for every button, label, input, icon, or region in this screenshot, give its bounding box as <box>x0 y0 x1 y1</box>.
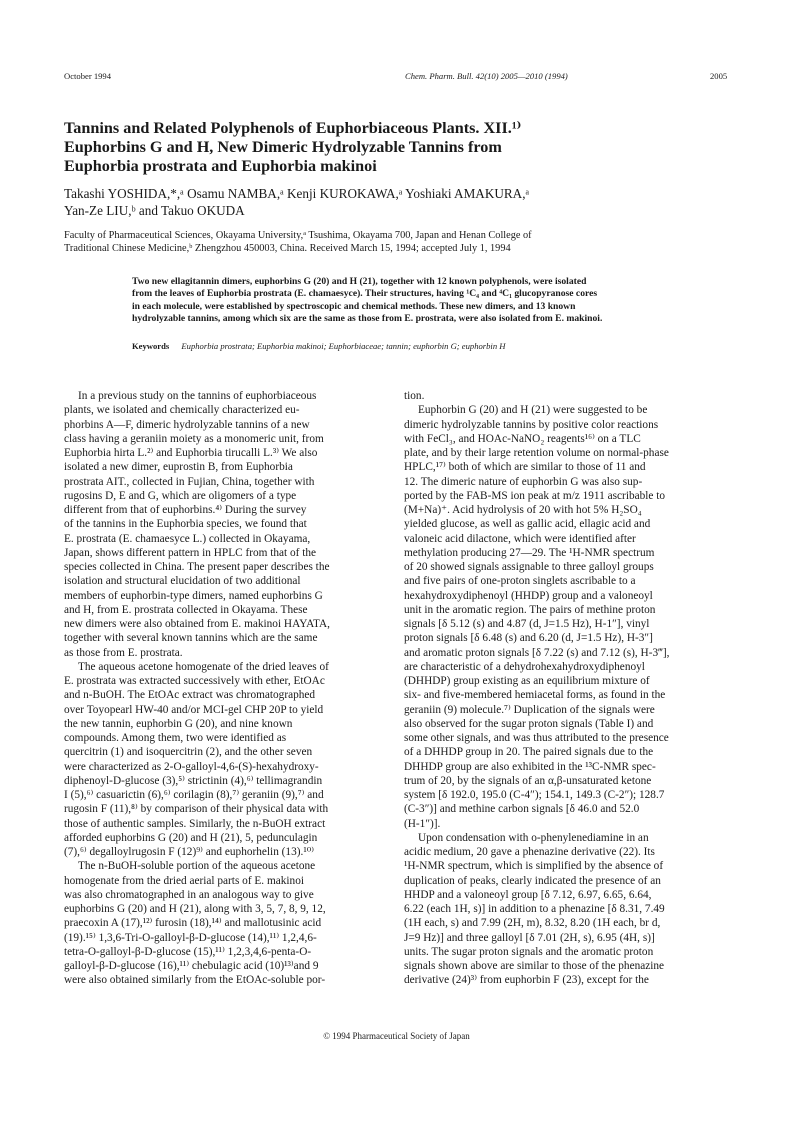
text-line: acidic medium, 20 gave a phenazine derivative (22). Its <box>404 846 655 858</box>
keywords <box>132 341 505 351</box>
text-line: isolated a new dimer, euprostin B, from Euphorbia <box>64 461 293 474</box>
text-line: new dimers were also obtained from E. makinoi HAYATA, <box>64 618 330 630</box>
text-line: signals shown above are similar to those of the phenazine <box>404 960 665 972</box>
text-line: In a previous study on the tannins of euphorbiaceous <box>78 390 317 402</box>
text-line: isolation and structural elucidation of two additional <box>64 575 301 588</box>
text-line: (1H each, s) and 7.99 (2H, m), 8.32, 8.20 (1H each, br d, <box>404 917 661 930</box>
text-line: from the leaves of Euphorbia prostrata (E. chamaesyce). Their structures, having ¹C₄ and ⁴C₁ glucopyranose cores <box>132 288 598 300</box>
text-line: The aqueous acetone homogenate of the dried leaves of <box>78 660 329 673</box>
text-line: Two new ellagitannin dimers, euphorbins G (20) and H (21), together with 12 known polyphenols, were isolated <box>132 276 587 287</box>
text-line: diphenoyl-D-glucose (3),⁵⁾ strictinin (4),⁶⁾ tellimagrandin <box>64 774 323 787</box>
text-line: (DHHDP) group existing as an equilibrium mixture of <box>404 675 650 687</box>
text-line: units. The sugar proton signals and the aromatic proton <box>404 945 654 958</box>
text-line: euphorbins G (20) and H (21), along with 3, 5, 7, 8, 9, 12, <box>64 903 326 915</box>
abstract <box>132 276 732 326</box>
text-line: system [δ 192.0, 195.0 (C-4″); 154.1, 149.3 (C-2″); 128.7 <box>404 789 665 801</box>
text-line: Euphorbin G (20) and H (21) were suggested to be <box>418 404 648 417</box>
text-line: Traditional Chinese Medicine,ᵇ Zhengzhou 450003, China. Received March 15, 1994; accepted July 1, 1994 <box>64 243 511 254</box>
text-line: phorbins A—F, dimeric hydrolyzable tannins of a new <box>64 418 310 431</box>
text-line: methylation producing 27—29. The ¹H-NMR spectrum <box>404 546 655 559</box>
text-line: geraniin (9) molecule.⁷⁾ Duplication of the signals were <box>404 703 655 716</box>
body-column-right <box>404 389 740 988</box>
text-line: (C-3″)] and methine carbon signals [δ 46.0 and 52.0 <box>404 803 640 816</box>
text-line: some other signals, and was thus attributed to the presence <box>404 732 669 744</box>
text-line: afforded euphorbins G (20) and H (21), 5, pedunculagin <box>64 831 318 844</box>
text-line: rugosin F (11),⁸⁾ by comparison of their physical data with <box>64 803 329 816</box>
text-line: derivative (24)³⁾ from euphorbin F (23), except for the <box>404 974 649 987</box>
text-line: signals [δ 5.12 (s) and 4.87 (d, J=1.5 Hz), H-1″], vinyl <box>404 618 650 630</box>
text-line: and H, from E. prostrata collected in Okayama. These <box>64 603 308 616</box>
text-line: and n-BuOH. The EtOAc extract was chromatographed <box>64 689 316 702</box>
text-line: different from that of euphorbins.⁴⁾ During the survey <box>64 504 307 516</box>
text-line: plate, and by their large retention volume on normal-phase <box>404 447 669 459</box>
running-header-journal: Chem. Pharm. Bull. 42(10) 2005—2010 (1994) <box>405 71 568 81</box>
text-line: six- and five-membered hemiacetal forms, as found in the <box>404 689 666 702</box>
text-line: (H-1″)]. <box>404 817 441 830</box>
text-line: were characterized as 2-O-galloyl-4,6-(S)-hexahydroxy- <box>64 760 319 773</box>
text-line: of the tannins in the Euphorbia species, we found that <box>64 518 307 531</box>
text-line: (19).¹⁵⁾ 1,3,6-Tri-O-galloyl-β-D-glucose (14),¹¹⁾ 1,2,4,6- <box>64 931 317 944</box>
text-line: are characteristic of a dehydrohexahydroxydiphenoyl <box>404 660 645 673</box>
text-line: DHHDP group are also exhibited in the ¹³C-NMR spec- <box>404 760 656 773</box>
text-line: 12. The dimeric nature of euphorbin G was also sup- <box>404 475 643 488</box>
text-line: trum of 20, by the signals of an α,β-unsaturated ketone <box>404 774 652 787</box>
keywords-label: Keywords <box>132 341 170 351</box>
text-line: plants, we isolated and chemically characterized eu- <box>64 404 300 417</box>
text-line: (M+Na)⁺. Acid hydrolysis of 20 with hot 5% H₂SO₄ <box>404 504 642 516</box>
text-line: quercitrin (1) and isoquercitrin (2), and the other seven <box>64 746 313 759</box>
text-line: duplication of peaks, clearly indicated the presence of an <box>404 874 661 887</box>
running-header-date: October 1994 <box>64 71 112 81</box>
text-line: tetra-O-galloyl-β-D-glucose (15),¹¹⁾ 1,2,3,4,6-penta-O- <box>64 945 312 958</box>
text-line: Euphorbins G and H, New Dimeric Hydrolyzable Tannins from <box>64 138 502 156</box>
text-line: HHDP and a valoneoyl group [δ 7.12, 6.97, 6.65, 6.64, <box>404 888 652 901</box>
text-line: proton signals [δ 6.48 (s) and 6.20 (d, J=1.5 Hz), H-3″] <box>404 632 653 645</box>
text-line: yielded glucose, as well as gallic acid, ellagic acid and <box>404 518 651 531</box>
text-line: The n-BuOH-soluble portion of the aqueous acetone <box>78 860 316 873</box>
text-line: 6.22 (each 1H, s)] in addition to a phenazine [δ 8.31, 7.49 <box>404 903 665 915</box>
text-line: (7),⁶⁾ degalloylrugosin F (12)⁹⁾ and euphorhelin (13).¹⁰⁾ <box>64 846 315 858</box>
text-line: the new tannin, euphorbin G (20), and nine known <box>64 717 293 730</box>
text-line: with FeCl₃, and HOAc-NaNO₂ reagents¹⁶⁾ on a TLC <box>404 432 641 445</box>
text-line: dimeric hydrolyzable tannins by positive color reactions <box>404 418 659 431</box>
text-line: in each molecule, were established by spectroscopic and chemical methods. These new dimers, and 13 known <box>132 300 576 312</box>
text-line: ported by the FAB-MS ion peak at m/z 1911 ascribable to <box>404 489 666 502</box>
text-line: E. prostrata (E. chamaesyce L.) collected in Okayama, <box>64 532 311 545</box>
text-line: hydrolyzable tannins, among which six are the same as those from E. prostrata, were also isolated from E. makinoi. <box>132 313 603 325</box>
text-line: unit in the aromatic region. The pairs of methine proton <box>404 603 656 616</box>
article-title <box>64 119 744 176</box>
copyright-footer: © 1994 Pharmaceutical Society of Japan <box>323 1031 470 1041</box>
text-line: Upon condensation with o-phenylenediamine in an <box>418 831 649 844</box>
text-line: members of euphorbin-type dimers, named euphorbins G <box>64 589 323 602</box>
text-line: were also obtained similarly from the EtOAc-soluble por- <box>64 974 326 987</box>
text-line: as those from E. prostrata. <box>64 646 183 659</box>
text-line: those of authentic samples. Similarly, the n-BuOH extract <box>64 817 326 830</box>
text-line: was also chromatographed in an analogous way to give <box>64 888 314 901</box>
text-line: and five pairs of one-proton singlets ascribable to a <box>404 575 636 588</box>
text-line: compounds. Among them, two were identified as <box>64 732 287 744</box>
text-line: praecoxin A (17),¹²⁾ furosin (18),¹⁴⁾ and mallotusinic acid <box>64 917 322 930</box>
body-column-left <box>64 389 396 988</box>
page-number: 2005 <box>710 71 728 81</box>
text-line: Tannins and Related Polyphenols of Euphorbiaceous Plants. XII.¹⁾ <box>64 119 522 137</box>
text-line: galloyl-β-D-glucose (16),¹¹⁾ chebulagic acid (10)¹³⁾and 9 <box>64 960 319 972</box>
text-line: hexahydroxydiphenoyl (HHDP) group and a valoneoyl <box>404 589 653 602</box>
text-line: HPLC,¹⁷⁾ both of which are similar to those of 11 and <box>404 461 646 474</box>
keywords-text: Euphorbia prostrata; Euphorbia makinoi; Euphorbiaceae; tannin; euphorbin G; euphorbin H <box>181 341 506 351</box>
text-line: class having a geraniin moiety as a monomeric unit, from <box>64 432 324 445</box>
text-line: of a DHHDP group in 20. The paired signals due to the <box>404 746 654 759</box>
text-line: species collected in China. The present paper describes the <box>64 561 330 573</box>
text-line: of 20 showed signals assignable to three galloyl groups <box>404 561 654 573</box>
text-line: tion. <box>404 390 425 402</box>
text-line: homogenate from the dried aerial parts of E. makinoi <box>64 874 304 887</box>
text-line: J=9 Hz)] and three galloyl [δ 7.01 (2H, s), 6.95 (4H, s)] <box>404 931 655 944</box>
text-line: Euphorbia hirta L.²⁾ and Euphorbia tirucalli L.³⁾ We also <box>64 447 318 459</box>
text-line: Yan-Ze LIU,ᵇ and Takuo OKUDA <box>64 203 245 218</box>
text-line: and aromatic proton signals [δ 7.22 (s) and 7.12 (s), H-3‴], <box>404 646 670 659</box>
text-line: Japan, shows different pattern in HPLC from that of the <box>64 546 317 559</box>
text-line: rugosins D, E and G, which are oligomers of a type <box>64 489 297 502</box>
text-line: Euphorbia prostrata and Euphorbia makinoi <box>64 157 377 175</box>
text-line: together with several known tannins which are the same <box>64 632 318 645</box>
author-list <box>64 185 744 219</box>
text-line: prostrata AIT., collected in Fujian, China, together with <box>64 475 315 488</box>
affiliations <box>64 229 754 255</box>
text-line: Faculty of Pharmaceutical Sciences, Okayama University,ᵃ Tsushima, Okayama 700, Japan and Henan College of <box>64 230 532 241</box>
text-line: ¹H-NMR spectrum, which is simplified by the absence of <box>404 860 664 873</box>
text-line: Takashi YOSHIDA,*,ᵃ Osamu NAMBA,ᵃ Kenji KUROKAWA,ᵃ Yoshiaki AMAKURA,ᵃ <box>64 186 530 201</box>
text-line: E. prostrata was extracted successively with ether, EtOAc <box>64 675 325 687</box>
text-line: over Toyopearl HW-40 and/or MCI-gel CHP 20P to yield <box>64 703 324 716</box>
text-line: I (5),⁶⁾ casuarictin (6),⁶⁾ corilagin (8),⁷⁾ geraniin (9),⁷⁾ and <box>64 789 324 801</box>
text-line: valoneic acid dilactone, which were identified after <box>404 532 636 545</box>
text-line: also observed for the sugar proton signals (Table I) and <box>404 717 654 730</box>
